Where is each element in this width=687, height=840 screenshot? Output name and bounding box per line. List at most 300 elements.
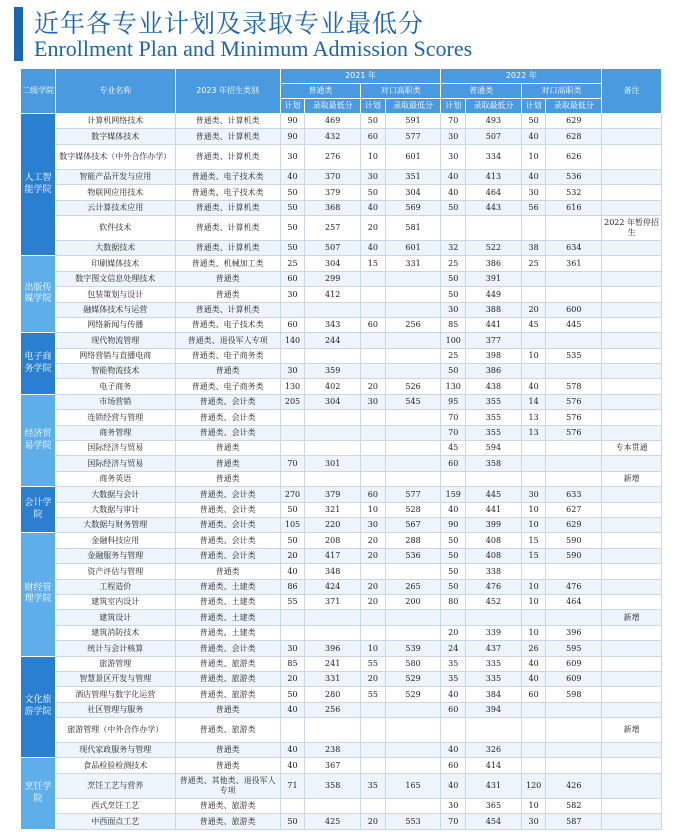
- college-cell: 经济贸易学院: [21, 394, 56, 486]
- min-2021-vocational-cell: [385, 441, 441, 456]
- min-2022-vocational-cell: [546, 743, 602, 758]
- plan-2022-general-cell: [441, 471, 466, 486]
- min-2021-vocational-cell: 165: [385, 773, 441, 798]
- plan-2021-vocational-cell: 50: [361, 114, 386, 129]
- plan-2021-vocational-cell: [361, 302, 386, 317]
- category-cell: 普通类、会计类: [175, 517, 280, 532]
- plan-2022-general-cell: 60: [441, 758, 466, 773]
- min-2022-vocational-cell: 628: [546, 129, 602, 144]
- min-2021-vocational-cell: 351: [385, 169, 441, 184]
- table-row: [21, 687, 662, 702]
- min-2022-general-cell: 377: [466, 333, 522, 348]
- category-cell: 普通类、会计类: [175, 548, 280, 563]
- remark-cell: [602, 625, 662, 640]
- plan-2022-vocational-cell: 60: [521, 687, 546, 702]
- min-2021-general-cell: [305, 625, 361, 640]
- plan-2022-general-cell: 50: [441, 579, 466, 594]
- plan-2022-general-cell: 50: [441, 200, 466, 215]
- min-2021-general-cell: 220: [305, 517, 361, 532]
- plan-2021-vocational-cell: 50: [361, 185, 386, 200]
- min-2022-vocational-cell: 626: [546, 144, 602, 169]
- plan-2022-general-cell: 50: [441, 364, 466, 379]
- category-cell: 普通类、土建类: [175, 594, 280, 609]
- remark-cell: [602, 129, 662, 144]
- min-2022-general-cell: 413: [466, 169, 522, 184]
- major-cell: 智能产品开发与应用: [56, 169, 176, 184]
- table-row: [21, 348, 662, 363]
- major-cell: 电子商务: [56, 379, 176, 394]
- category-cell: 普通类、退役军人专项: [175, 333, 280, 348]
- min-2022-vocational-cell: 629: [546, 517, 602, 532]
- plan-2022-vocational-cell: 56: [521, 200, 546, 215]
- min-2021-general-cell: 412: [305, 287, 361, 302]
- min-2021-general-cell: [305, 425, 361, 440]
- plan-2022-vocational-cell: 10: [521, 348, 546, 363]
- min-2022-vocational-cell: 633: [546, 487, 602, 502]
- major-cell: 大数据与审计: [56, 502, 176, 517]
- plan-2021-general-cell: 86: [280, 579, 305, 594]
- min-2022-vocational-cell: [546, 364, 602, 379]
- plan-2021-vocational-cell: [361, 364, 386, 379]
- category-cell: 普通类、土建类: [175, 625, 280, 640]
- min-2021-general-cell: 304: [305, 394, 361, 409]
- min-2022-general-cell: 594: [466, 441, 522, 456]
- min-2021-general-cell: [305, 718, 361, 743]
- plan-2022-general-cell: 35: [441, 671, 466, 686]
- plan-2022-general-cell: 50: [441, 548, 466, 563]
- min-2022-general-cell: 386: [466, 364, 522, 379]
- major-cell: 旅游管理: [56, 656, 176, 671]
- min-2022-general-cell: 334: [466, 144, 522, 169]
- min-2021-general-cell: 331: [305, 671, 361, 686]
- category-cell: 普通类、电子技术类: [175, 169, 280, 184]
- table-row: [21, 215, 662, 240]
- plan-2022-vocational-cell: 10: [521, 579, 546, 594]
- min-2021-general-cell: 321: [305, 502, 361, 517]
- plan-2021-vocational-cell: [361, 758, 386, 773]
- plan-2022-vocational-cell: 26: [521, 641, 546, 656]
- plan-2022-vocational-cell: 40: [521, 656, 546, 671]
- min-2021-vocational-cell: 528: [385, 502, 441, 517]
- plan-2022-vocational-cell: 14: [521, 394, 546, 409]
- plan-2021-vocational-cell: 60: [361, 487, 386, 502]
- plan-2021-vocational-cell: [361, 743, 386, 758]
- min-2021-general-cell: [305, 798, 361, 813]
- remark-cell: [602, 302, 662, 317]
- plan-2022-vocational-cell: 120: [521, 773, 546, 798]
- plan-2022-general-cell: 40: [441, 169, 466, 184]
- header-plan: 计划: [521, 99, 546, 114]
- plan-2021-vocational-cell: 20: [361, 671, 386, 686]
- min-2022-general-cell: 394: [466, 702, 522, 717]
- min-2022-general-cell: 391: [466, 271, 522, 286]
- plan-2022-general-cell: [441, 215, 466, 240]
- plan-2022-vocational-cell: 10: [521, 798, 546, 813]
- header-2022-general: 普通类: [441, 84, 521, 99]
- category-cell: 普通类、计算机类: [175, 240, 280, 255]
- plan-2021-general-cell: 50: [280, 814, 305, 829]
- table-row: [21, 758, 662, 773]
- min-2022-general-cell: 408: [466, 548, 522, 563]
- min-2021-vocational-cell: [385, 410, 441, 425]
- plan-2021-vocational-cell: 55: [361, 687, 386, 702]
- plan-2022-general-cell: 32: [441, 240, 466, 255]
- plan-2021-vocational-cell: 60: [361, 317, 386, 332]
- plan-2022-vocational-cell: [521, 610, 546, 625]
- plan-2022-general-cell: 40: [441, 773, 466, 798]
- min-2021-general-cell: 256: [305, 702, 361, 717]
- plan-2022-vocational-cell: 30: [521, 487, 546, 502]
- header-2021-vocational: 对口高职类: [361, 84, 441, 99]
- plan-2022-vocational-cell: [521, 441, 546, 456]
- header-2022-vocational: 对口高职类: [521, 84, 601, 99]
- category-cell: 普通类: [175, 364, 280, 379]
- major-cell: 印刷媒体技术: [56, 256, 176, 271]
- table-row: [21, 169, 662, 184]
- college-cell: 烹饪学院: [21, 758, 56, 829]
- plan-2022-vocational-cell: 25: [521, 256, 546, 271]
- plan-2021-general-cell: 90: [280, 114, 305, 129]
- plan-2022-general-cell: 95: [441, 394, 466, 409]
- plan-2021-vocational-cell: [361, 410, 386, 425]
- min-2022-vocational-cell: 476: [546, 579, 602, 594]
- min-2021-general-cell: 343: [305, 317, 361, 332]
- remark-cell: [602, 594, 662, 609]
- plan-2021-general-cell: 40: [280, 564, 305, 579]
- category-cell: 普通类: [175, 743, 280, 758]
- min-2022-general-cell: 443: [466, 200, 522, 215]
- remark-cell: [602, 641, 662, 656]
- major-cell: 西式烹饪工艺: [56, 798, 176, 813]
- major-cell: 软件技术: [56, 215, 176, 240]
- header-2022: 2022 年: [441, 69, 602, 84]
- min-2022-general-cell: 441: [466, 502, 522, 517]
- plan-2022-vocational-cell: [521, 702, 546, 717]
- major-cell: 包装策划与设计: [56, 287, 176, 302]
- table-row: [21, 533, 662, 548]
- category-cell: 普通类、旅游类: [175, 656, 280, 671]
- min-2021-general-cell: 379: [305, 487, 361, 502]
- major-cell: 国际经济与贸易: [56, 441, 176, 456]
- plan-2021-general-cell: 105: [280, 517, 305, 532]
- min-2021-general-cell: 244: [305, 333, 361, 348]
- major-cell: 建筑室内设计: [56, 594, 176, 609]
- category-cell: 普通类、会计类: [175, 641, 280, 656]
- major-cell: 烹饪工艺与营养: [56, 773, 176, 798]
- table-row: [21, 641, 662, 656]
- plan-2021-vocational-cell: [361, 271, 386, 286]
- min-2021-vocational-cell: 536: [385, 548, 441, 563]
- remark-cell: [602, 185, 662, 200]
- header-2021: 2021 年: [280, 69, 441, 84]
- remark-cell: [602, 548, 662, 563]
- college-cell: 文化旅游学院: [21, 656, 56, 758]
- min-2022-general-cell: 355: [466, 410, 522, 425]
- college-cell: 人工智能学院: [21, 114, 56, 256]
- plan-2022-general-cell: 159: [441, 487, 466, 502]
- category-cell: 普通类、计算机类: [175, 144, 280, 169]
- min-2021-vocational-cell: [385, 348, 441, 363]
- min-2022-general-cell: 326: [466, 743, 522, 758]
- remark-cell: 专本贯通: [602, 441, 662, 456]
- plan-2022-general-cell: 130: [441, 379, 466, 394]
- min-2021-vocational-cell: 545: [385, 394, 441, 409]
- major-cell: 酒店管理与数字化运营: [56, 687, 176, 702]
- min-2022-vocational-cell: 590: [546, 533, 602, 548]
- category-cell: 普通类、计算机类: [175, 200, 280, 215]
- plan-2022-vocational-cell: 15: [521, 548, 546, 563]
- remark-cell: [602, 379, 662, 394]
- min-2021-vocational-cell: 581: [385, 215, 441, 240]
- plan-2021-general-cell: 140: [280, 333, 305, 348]
- category-cell: 普通类、会计类: [175, 410, 280, 425]
- table-row: [21, 287, 662, 302]
- plan-2022-general-cell: 70: [441, 814, 466, 829]
- min-2021-vocational-cell: [385, 425, 441, 440]
- min-2021-vocational-cell: 526: [385, 379, 441, 394]
- plan-2021-general-cell: 71: [280, 773, 305, 798]
- remark-cell: [602, 687, 662, 702]
- table-row: [21, 517, 662, 532]
- plan-2021-vocational-cell: 30: [361, 517, 386, 532]
- remark-cell: 新增: [602, 718, 662, 743]
- remark-cell: [602, 743, 662, 758]
- plan-2021-general-cell: [280, 798, 305, 813]
- min-2022-general-cell: 454: [466, 814, 522, 829]
- min-2022-vocational-cell: [546, 610, 602, 625]
- min-2022-vocational-cell: 629: [546, 114, 602, 129]
- min-2021-vocational-cell: 569: [385, 200, 441, 215]
- plan-2021-general-cell: 55: [280, 594, 305, 609]
- plan-2021-vocational-cell: 10: [361, 144, 386, 169]
- plan-2022-general-cell: 30: [441, 129, 466, 144]
- min-2022-vocational-cell: [546, 758, 602, 773]
- plan-2022-general-cell: 30: [441, 798, 466, 813]
- plan-2021-general-cell: 50: [280, 200, 305, 215]
- header-category: 2023 年招生类别: [175, 69, 280, 114]
- category-cell: 普通类、土建类: [175, 579, 280, 594]
- plan-2021-vocational-cell: [361, 333, 386, 348]
- major-cell: 建筑消防技术: [56, 625, 176, 640]
- table-row: [21, 610, 662, 625]
- min-2022-general-cell: 476: [466, 579, 522, 594]
- major-cell: 建筑设计: [56, 610, 176, 625]
- min-2021-general-cell: 424: [305, 579, 361, 594]
- remark-cell: [602, 487, 662, 502]
- min-2022-vocational-cell: 361: [546, 256, 602, 271]
- plan-2022-general-cell: 70: [441, 114, 466, 129]
- min-2021-vocational-cell: [385, 333, 441, 348]
- min-2021-general-cell: [305, 410, 361, 425]
- min-2021-vocational-cell: 567: [385, 517, 441, 532]
- category-cell: 普通类: [175, 564, 280, 579]
- table-row: [21, 579, 662, 594]
- min-2021-vocational-cell: [385, 702, 441, 717]
- min-2022-vocational-cell: 576: [546, 410, 602, 425]
- plan-2022-general-cell: 40: [441, 687, 466, 702]
- min-2021-general-cell: [305, 471, 361, 486]
- plan-2022-general-cell: 60: [441, 702, 466, 717]
- plan-2022-vocational-cell: 10: [521, 144, 546, 169]
- min-2022-vocational-cell: 426: [546, 773, 602, 798]
- min-2021-general-cell: 367: [305, 758, 361, 773]
- min-2021-vocational-cell: [385, 798, 441, 813]
- plan-2021-general-cell: [280, 425, 305, 440]
- table-row: [21, 702, 662, 717]
- major-cell: 连锁经营与管理: [56, 410, 176, 425]
- min-2021-vocational-cell: 539: [385, 641, 441, 656]
- category-cell: 普通类: [175, 287, 280, 302]
- min-2022-vocational-cell: 536: [546, 169, 602, 184]
- plan-2021-general-cell: 30: [280, 364, 305, 379]
- plan-2021-general-cell: 40: [280, 169, 305, 184]
- plan-2021-vocational-cell: 40: [361, 200, 386, 215]
- min-2021-general-cell: 368: [305, 200, 361, 215]
- college-cell: 电子商务学院: [21, 333, 56, 395]
- min-2021-general-cell: 432: [305, 129, 361, 144]
- table-row: [21, 200, 662, 215]
- min-2021-vocational-cell: 304: [385, 185, 441, 200]
- table-row: [21, 114, 662, 129]
- plan-2021-vocational-cell: [361, 718, 386, 743]
- min-2021-general-cell: 358: [305, 773, 361, 798]
- plan-2022-general-cell: 50: [441, 564, 466, 579]
- plan-2021-general-cell: 50: [280, 215, 305, 240]
- plan-2021-vocational-cell: [361, 625, 386, 640]
- min-2022-general-cell: 437: [466, 641, 522, 656]
- table-row: [21, 441, 662, 456]
- min-2022-vocational-cell: 590: [546, 548, 602, 563]
- header-min: 录取最低分: [385, 99, 441, 114]
- min-2022-general-cell: 522: [466, 240, 522, 255]
- min-2021-vocational-cell: [385, 718, 441, 743]
- min-2022-general-cell: 335: [466, 671, 522, 686]
- min-2022-vocational-cell: [546, 718, 602, 743]
- plan-2021-vocational-cell: 20: [361, 814, 386, 829]
- major-cell: 资产评估与管理: [56, 564, 176, 579]
- plan-2021-general-cell: [280, 302, 305, 317]
- major-cell: 智能物流技术: [56, 364, 176, 379]
- category-cell: 普通类、其他类、退役军人专项: [175, 773, 280, 798]
- min-2022-general-cell: [466, 718, 522, 743]
- plan-2021-vocational-cell: 20: [361, 548, 386, 563]
- category-cell: 普通类: [175, 702, 280, 717]
- category-cell: 普通类、会计类: [175, 533, 280, 548]
- plan-2021-vocational-cell: [361, 456, 386, 471]
- plan-2021-general-cell: 205: [280, 394, 305, 409]
- plan-2022-vocational-cell: [521, 333, 546, 348]
- remark-cell: [602, 240, 662, 255]
- min-2021-vocational-cell: [385, 271, 441, 286]
- category-cell: 普通类、旅游类: [175, 798, 280, 813]
- min-2022-general-cell: 399: [466, 517, 522, 532]
- plan-2021-vocational-cell: 10: [361, 502, 386, 517]
- plan-2021-vocational-cell: [361, 348, 386, 363]
- major-cell: 统计与会计核算: [56, 641, 176, 656]
- major-cell: 中西面点工艺: [56, 814, 176, 829]
- plan-2022-general-cell: 50: [441, 271, 466, 286]
- remark-cell: [602, 814, 662, 829]
- header-plan: 计划: [361, 99, 386, 114]
- min-2022-vocational-cell: 396: [546, 625, 602, 640]
- category-cell: 普通类: [175, 441, 280, 456]
- plan-2021-general-cell: 270: [280, 487, 305, 502]
- plan-2021-general-cell: [280, 625, 305, 640]
- min-2022-general-cell: 339: [466, 625, 522, 640]
- college-cell: 会计学院: [21, 487, 56, 533]
- min-2022-general-cell: 441: [466, 317, 522, 332]
- plan-2021-general-cell: 50: [280, 502, 305, 517]
- table-row: [21, 656, 662, 671]
- remark-cell: [602, 169, 662, 184]
- min-2022-general-cell: 355: [466, 425, 522, 440]
- plan-2022-general-cell: 90: [441, 517, 466, 532]
- plan-2021-general-cell: 40: [280, 702, 305, 717]
- remark-cell: [602, 287, 662, 302]
- min-2022-vocational-cell: 587: [546, 814, 602, 829]
- major-cell: 云计算技术应用: [56, 200, 176, 215]
- min-2021-general-cell: 276: [305, 144, 361, 169]
- min-2022-vocational-cell: 445: [546, 317, 602, 332]
- min-2022-general-cell: 438: [466, 379, 522, 394]
- min-2021-vocational-cell: 200: [385, 594, 441, 609]
- table-row: [21, 814, 662, 829]
- major-cell: 大数据与会计: [56, 487, 176, 502]
- min-2022-vocational-cell: [546, 287, 602, 302]
- min-2021-vocational-cell: [385, 471, 441, 486]
- plan-2022-vocational-cell: [521, 564, 546, 579]
- table-row: [21, 718, 662, 743]
- table-row: [21, 798, 662, 813]
- min-2022-general-cell: 335: [466, 656, 522, 671]
- header-major: 专业名称: [56, 69, 176, 114]
- remark-cell: [602, 410, 662, 425]
- remark-cell: [602, 456, 662, 471]
- plan-2022-general-cell: 85: [441, 317, 466, 332]
- table-row: [21, 548, 662, 563]
- plan-2021-general-cell: 70: [280, 456, 305, 471]
- remark-cell: [602, 364, 662, 379]
- category-cell: 普通类、电子商务类: [175, 379, 280, 394]
- category-cell: 普通类、旅游类: [175, 687, 280, 702]
- plan-2022-general-cell: 25: [441, 348, 466, 363]
- major-cell: 金融服务与管理: [56, 548, 176, 563]
- plan-2022-general-cell: [441, 610, 466, 625]
- category-cell: 普通类、会计类: [175, 502, 280, 517]
- min-2022-general-cell: 452: [466, 594, 522, 609]
- min-2022-vocational-cell: [546, 564, 602, 579]
- major-cell: 数字媒体技术: [56, 129, 176, 144]
- plan-2022-vocational-cell: 30: [521, 814, 546, 829]
- min-2022-vocational-cell: [546, 271, 602, 286]
- remark-cell: [602, 333, 662, 348]
- remark-cell: [602, 200, 662, 215]
- plan-2021-general-cell: 20: [280, 671, 305, 686]
- major-cell: 现代物流管理: [56, 333, 176, 348]
- plan-2022-vocational-cell: [521, 456, 546, 471]
- plan-2022-general-cell: 25: [441, 256, 466, 271]
- major-cell: 数字媒体技术（中外合作办学）: [56, 144, 176, 169]
- plan-2021-general-cell: 130: [280, 379, 305, 394]
- table-row: [21, 379, 662, 394]
- category-cell: 普通类、旅游类: [175, 718, 280, 743]
- table-row: [21, 394, 662, 409]
- min-2022-vocational-cell: [546, 215, 602, 240]
- min-2021-vocational-cell: [385, 302, 441, 317]
- table-row: [21, 456, 662, 471]
- header-min: 录取最低分: [466, 99, 522, 114]
- min-2022-vocational-cell: 609: [546, 656, 602, 671]
